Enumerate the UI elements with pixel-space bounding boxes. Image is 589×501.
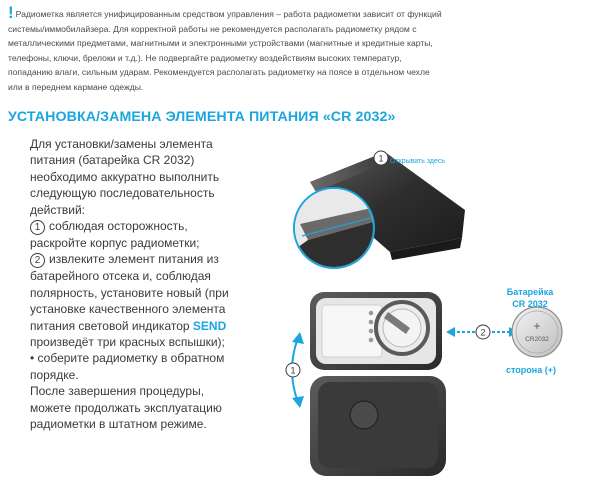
- step-2-line: батарейного отсека и, соблюдая: [30, 269, 211, 284]
- warning-line: металлическими предметами, магнитными и электронными устройствами (магнитные и кредитные карты,: [8, 38, 433, 48]
- warning-line: попаданию влаги, сильным ударам. Рекомендуется располагать радиометку на поясе в отдельном чехле: [8, 67, 430, 77]
- step-2-indicator-line: [30, 318, 262, 334]
- intro-line: следующую последовательность: [30, 186, 215, 201]
- step-1: [30, 218, 262, 235]
- open-here-label: Открывать здесь: [390, 158, 445, 165]
- step-1-number: 1: [30, 220, 45, 235]
- battery-coin-icon: [512, 307, 562, 357]
- step-2-line: установке качественного элемента: [30, 302, 226, 317]
- rotate-arrow-icon: [286, 332, 304, 408]
- outro-line: радиометки в штатном режиме.: [30, 417, 207, 432]
- warning-line: Радиометка является унифицированным средством управления – работа радиометки зависит от функций: [15, 9, 442, 19]
- warning-line: телефоны, ключи, брелоки и т.д.). Не подвергайте радиометку воздействиям высоких температур,: [8, 52, 402, 63]
- intro-line: Для установки/замены элемента: [30, 137, 213, 151]
- warning-notice: [8, 3, 580, 94]
- step-3-line: • соберите радиометку в обратном: [30, 351, 225, 366]
- device-upper-half: [310, 292, 442, 370]
- open-here-number: 1: [378, 153, 384, 164]
- step-1-text-cont: раскройте корпус радиометки;: [30, 236, 200, 251]
- open-here-marker: [374, 151, 388, 165]
- outro-line: можете продолжать эксплуатацию: [30, 400, 222, 415]
- insert-step-number: 2: [480, 327, 486, 338]
- device-lower-half: [310, 376, 446, 476]
- step-2-text: извлеките элемент питания из: [49, 252, 219, 267]
- step-3-line: порядке.: [30, 367, 79, 382]
- battery-side-label: сторона (+): [506, 365, 556, 375]
- intro-line: питания (батарейка CR 2032): [30, 153, 195, 168]
- device-open-illustration: [280, 278, 585, 493]
- instructions: [30, 136, 262, 433]
- battery-label: Батарейка CR 2032: [506, 287, 554, 309]
- outro-line: После завершения процедуры,: [30, 384, 205, 399]
- step-2-indicator-text: питания световой индикатор: [30, 318, 190, 333]
- send-indicator-label: SEND: [192, 318, 227, 333]
- exclamation-icon: !: [8, 3, 14, 22]
- warning-line: или в переднем кармане одежды.: [8, 81, 144, 92]
- step-2: [30, 251, 262, 268]
- step-2-number: 2: [30, 253, 45, 268]
- battery-coin-text: CR2032: [525, 336, 549, 343]
- insert-arrow-icon: [446, 325, 518, 339]
- step-1-text: соблюдая осторожность,: [49, 219, 188, 234]
- battery-plus-sign: +: [533, 319, 541, 333]
- intro-line: действий:: [30, 202, 85, 217]
- rotate-step-number: 1: [290, 365, 296, 376]
- step-2-line: произведёт три красных вспышки);: [30, 335, 225, 350]
- warning-line: системы/иммобилайзера. Для корректной работы не рекомендуется располагать радиометку рядом с: [8, 23, 417, 34]
- section-heading: УСТАНОВКА/ЗАМЕНА ЭЛЕМЕНТА ПИТАНИЯ «CR 2032»: [8, 109, 396, 125]
- intro-line: необходимо аккуратно выполнить: [30, 169, 220, 184]
- step-2-line: полярность, установите новый (при: [30, 285, 229, 300]
